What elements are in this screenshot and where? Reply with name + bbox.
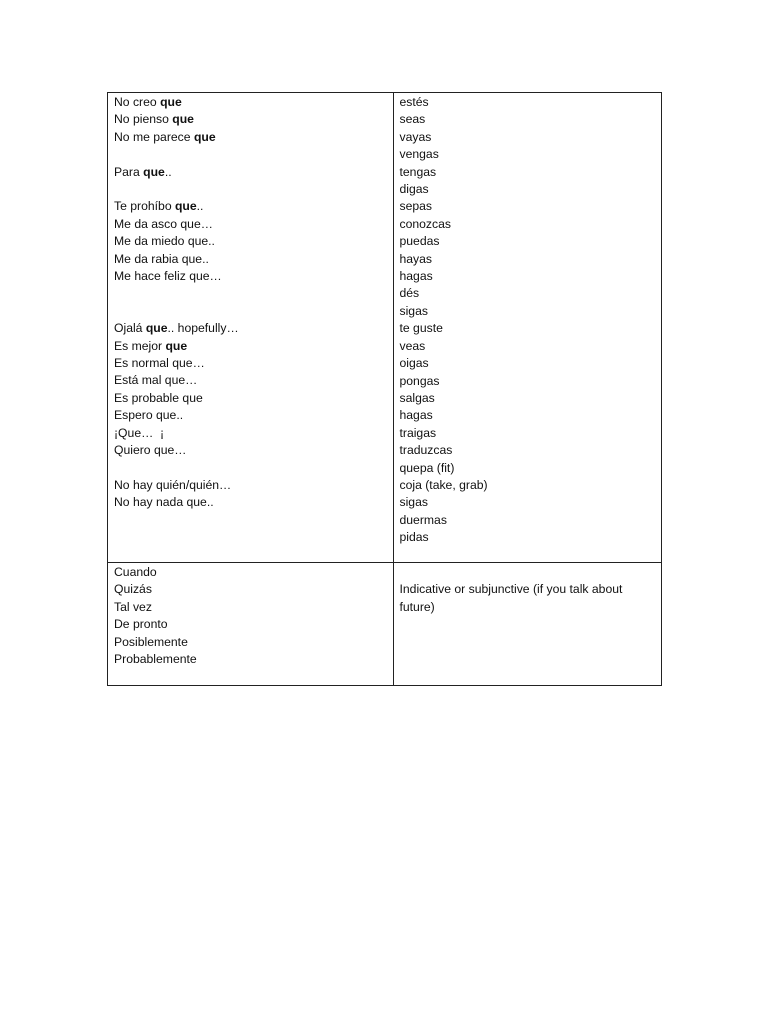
verb-line: duermas <box>399 512 447 527</box>
trigger-line: Me hace feliz que… <box>114 269 222 284</box>
trigger-line: Es mejor que <box>114 338 188 353</box>
verb-line: seas <box>399 112 426 127</box>
verb-line: traigas <box>399 425 437 440</box>
keyword-que: que <box>160 95 182 109</box>
verb-line: estés <box>399 95 429 109</box>
verb-line: sepas <box>399 199 433 214</box>
trigger-line: No me parece que <box>114 129 216 144</box>
subjunctive-triggers-table <box>107 92 662 686</box>
keyword-que: que <box>165 338 188 353</box>
trigger-line: ¡Que… ¡ <box>114 425 165 440</box>
trigger-line: Ojalá que.. hopefully… <box>114 321 239 336</box>
adverb-line: Posiblemente <box>114 634 188 649</box>
trigger-line: No hay quién/quién… <box>114 477 232 492</box>
verb-line: hayas <box>399 251 433 266</box>
mood-note-cell <box>393 563 662 686</box>
verb-line: salgas <box>399 390 435 405</box>
subjunctive-verbs-cell <box>393 93 662 563</box>
verb-line: hagas <box>399 269 433 284</box>
adverb-line: Cuando <box>114 565 157 579</box>
trigger-line: Me da rabia que.. <box>114 251 209 266</box>
trigger-line: No creo que <box>114 95 182 109</box>
blank-line <box>114 146 387 163</box>
trigger-line: Me da asco que… <box>114 216 213 231</box>
adverb-line: Tal vez <box>114 599 152 614</box>
verb-line: vengas <box>399 147 439 162</box>
blank-line <box>114 459 387 476</box>
verb-line: te guste <box>399 321 443 336</box>
verb-line: dés <box>399 286 420 301</box>
verb-line: oigas <box>399 356 429 371</box>
trigger-line: Está mal que… <box>114 373 198 388</box>
verb-line: sigas <box>399 495 428 510</box>
mood-note: Indicative or subjunctive (if you talk about future) <box>399 582 623 614</box>
verb-line: pongas <box>399 373 440 388</box>
keyword-que: que <box>143 164 165 179</box>
table-row-adverbs <box>108 563 662 686</box>
trigger-phrases-cell <box>108 93 394 563</box>
table-row-triggers <box>108 93 662 563</box>
blank-line <box>114 181 387 198</box>
trigger-line: Te prohíbo que.. <box>114 199 204 214</box>
adverbs-cell <box>108 563 394 686</box>
trigger-line: Quiero que… <box>114 443 187 458</box>
keyword-que: que <box>145 321 168 336</box>
verb-line: quepa (fit) <box>399 460 455 475</box>
blank-line <box>114 303 387 320</box>
blank-line <box>400 564 656 581</box>
verb-line: conozcas <box>399 216 451 231</box>
adverb-line: De pronto <box>114 617 168 632</box>
verb-line: vayas <box>399 129 432 144</box>
trigger-line: No pienso que <box>114 112 194 127</box>
keyword-que: que <box>193 129 216 144</box>
adverb-line: Quizás <box>114 582 152 597</box>
verb-line: pidas <box>399 530 429 545</box>
adverb-line: Probablemente <box>114 652 197 667</box>
verb-line: digas <box>399 182 429 197</box>
verb-line: sigas <box>399 303 428 318</box>
keyword-que: que <box>174 199 197 214</box>
trigger-line: Es normal que… <box>114 356 205 371</box>
blank-line <box>114 285 387 302</box>
trigger-line: No hay nada que.. <box>114 495 214 510</box>
verb-line: puedas <box>399 234 440 249</box>
verb-line: traduzcas <box>399 443 453 458</box>
trigger-line: Espero que.. <box>114 408 184 423</box>
verb-line: tengas <box>399 164 437 179</box>
verb-line: coja (take, grab) <box>399 477 488 492</box>
keyword-que: que <box>172 112 194 127</box>
verb-line: hagas <box>399 408 433 423</box>
verb-line: veas <box>399 338 426 353</box>
trigger-line: Me da miedo que.. <box>114 234 215 249</box>
trigger-line: Es probable que <box>114 390 203 405</box>
trigger-line: Para que.. <box>114 164 172 179</box>
